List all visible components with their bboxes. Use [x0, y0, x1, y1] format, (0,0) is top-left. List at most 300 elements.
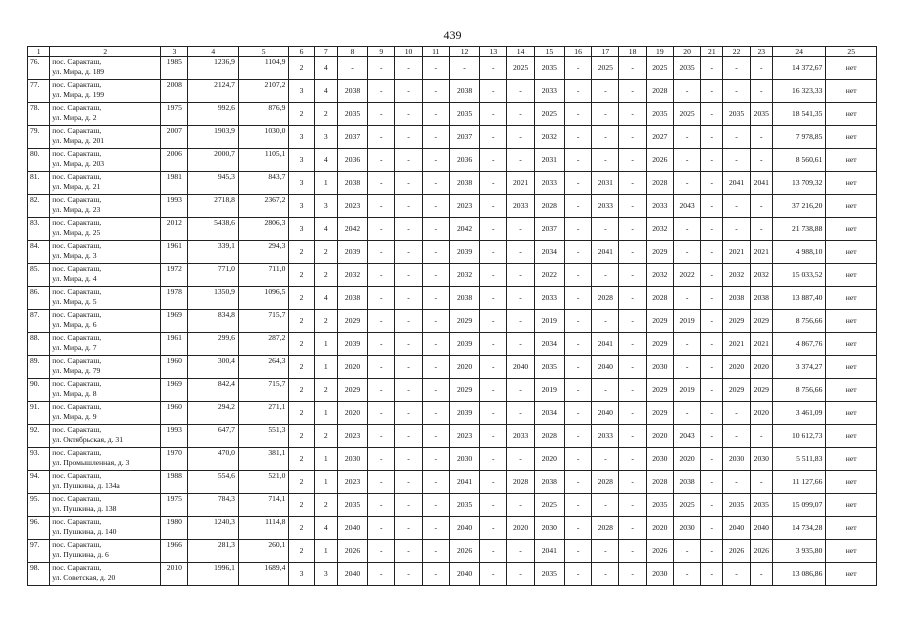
data-cell: - — [395, 264, 422, 287]
column-header: 19 — [646, 47, 673, 57]
data-cell: 2035 — [723, 494, 750, 517]
data-cell: - — [673, 540, 700, 563]
table-row — [28, 264, 877, 287]
data-cell: 5 511,83 — [772, 448, 826, 471]
data-cell: 2035 — [750, 103, 772, 126]
data-cell: 1105,1 — [238, 149, 288, 172]
data-cell: 2020 — [337, 402, 367, 425]
data-cell: - — [395, 517, 422, 540]
data-cell: 2030 — [723, 448, 750, 471]
column-header: 10 — [395, 47, 422, 57]
data-cell: 1114,8 — [238, 517, 288, 540]
data-cell: 1689,4 — [238, 563, 288, 586]
data-cell: 3 — [289, 126, 314, 149]
address-street: ул. Мира, д. 21 — [52, 181, 101, 191]
data-cell: - — [701, 471, 723, 494]
row-number: 91. — [28, 402, 50, 425]
data-cell: 2 — [289, 287, 314, 310]
data-cell: - — [395, 540, 422, 563]
data-cell: 2023 — [337, 195, 367, 218]
data-cell: - — [564, 517, 591, 540]
data-cell: - — [564, 425, 591, 448]
data-cell: 1975 — [161, 103, 188, 126]
data-cell: 2 — [289, 379, 314, 402]
data-cell: 992,6 — [188, 103, 238, 126]
data-cell: 2030 — [337, 448, 367, 471]
data-cell: 11 127,66 — [772, 471, 826, 494]
data-cell: 2021 — [723, 241, 750, 264]
data-cell: 2026 — [449, 540, 479, 563]
data-cell: - — [507, 80, 534, 103]
data-cell: 2041 — [592, 333, 619, 356]
data-cell: 299,6 — [188, 333, 238, 356]
data-cell: 1096,5 — [238, 287, 288, 310]
data-cell: 294,3 — [238, 241, 288, 264]
column-header: 21 — [701, 47, 723, 57]
table-row — [28, 540, 877, 563]
data-cell: 4 — [314, 517, 337, 540]
data-cell: 2 — [314, 103, 337, 126]
data-cell: - — [480, 287, 507, 310]
data-cell: 2026 — [750, 540, 772, 563]
data-cell: 2040 — [449, 563, 479, 586]
data-cell: 2 — [289, 264, 314, 287]
address-settlement: пос. Саракташ, — [52, 540, 102, 549]
data-cell: 260,1 — [238, 540, 288, 563]
data-cell: - — [368, 448, 395, 471]
data-cell: - — [368, 195, 395, 218]
data-cell: 2039 — [337, 241, 367, 264]
data-cell: 2023 — [337, 425, 367, 448]
data-cell: - — [564, 80, 591, 103]
data-cell: - — [564, 402, 591, 425]
data-cell: 2029 — [337, 379, 367, 402]
data-cell: - — [368, 80, 395, 103]
data-cell: 2037 — [449, 126, 479, 149]
data-cell: 2 — [289, 448, 314, 471]
address-street: ул. Мира, д. 3 — [52, 250, 97, 260]
data-cell: - — [507, 218, 534, 241]
column-header: 12 — [449, 47, 479, 57]
data-cell: - — [507, 379, 534, 402]
data-cell: - — [564, 287, 591, 310]
data-cell: 1104,9 — [238, 57, 288, 80]
data-cell: - — [564, 264, 591, 287]
data-cell: - — [701, 356, 723, 379]
data-cell: - — [592, 448, 619, 471]
data-cell: - — [723, 218, 750, 241]
data-cell: 2035 — [534, 356, 564, 379]
data-cell: - — [368, 126, 395, 149]
data-cell: 2038 — [673, 471, 700, 494]
data-cell: 2029 — [723, 379, 750, 402]
data-cell: - — [750, 563, 772, 586]
data-cell: 470,0 — [188, 448, 238, 471]
data-cell: 2035 — [723, 103, 750, 126]
data-cell: 2028 — [507, 471, 534, 494]
data-cell: 3 — [289, 218, 314, 241]
address-settlement: пос. Саракташ, — [52, 379, 102, 388]
data-cell: 3 — [289, 563, 314, 586]
data-cell: - — [701, 149, 723, 172]
data-cell: 2032 — [337, 264, 367, 287]
data-cell: 2035 — [673, 57, 700, 80]
data-cell: 1961 — [161, 333, 188, 356]
data-cell: 2029 — [449, 310, 479, 333]
data-cell: 2012 — [161, 218, 188, 241]
data-cell: 2021 — [723, 333, 750, 356]
row-number: 78. — [28, 103, 50, 126]
address-settlement: пос. Саракташ, — [52, 241, 102, 250]
data-cell: 1975 — [161, 494, 188, 517]
table-row — [28, 425, 877, 448]
data-cell: 3 — [314, 126, 337, 149]
data-cell: 2037 — [337, 126, 367, 149]
data-cell: 2023 — [337, 471, 367, 494]
data-cell: 2020 — [646, 517, 673, 540]
data-cell: - — [750, 149, 772, 172]
data-cell: 37 216,20 — [772, 195, 826, 218]
data-cell: 1350,9 — [188, 287, 238, 310]
data-cell: - — [701, 402, 723, 425]
data-cell: - — [422, 563, 449, 586]
row-number: 88. — [28, 333, 50, 356]
address-settlement: пос. Саракташ, — [52, 264, 102, 273]
data-cell: - — [422, 126, 449, 149]
address-street: ул. Мира, д. 9 — [52, 411, 97, 421]
data-cell: - — [673, 149, 700, 172]
column-header: 6 — [289, 47, 314, 57]
address-cell — [50, 172, 161, 195]
data-cell: - — [619, 218, 646, 241]
data-cell: нет — [826, 218, 877, 241]
data-cell: - — [701, 517, 723, 540]
data-cell: 2806,3 — [238, 218, 288, 241]
data-cell: 2020 — [449, 356, 479, 379]
data-cell: - — [368, 149, 395, 172]
data-cell: - — [395, 563, 422, 586]
data-cell: 2124,7 — [188, 80, 238, 103]
data-cell: 4 988,10 — [772, 241, 826, 264]
data-cell: 2025 — [592, 57, 619, 80]
data-cell: 2035 — [449, 103, 479, 126]
address-cell — [50, 379, 161, 402]
data-cell: - — [395, 126, 422, 149]
data-cell: 1969 — [161, 310, 188, 333]
address-street: ул. Мира, д. 5 — [52, 296, 97, 306]
data-cell: - — [395, 103, 422, 126]
address-settlement: пос. Саракташ, — [52, 80, 102, 89]
data-cell: - — [701, 126, 723, 149]
data-cell: - — [564, 379, 591, 402]
data-cell: - — [723, 57, 750, 80]
data-cell: - — [480, 517, 507, 540]
row-number: 85. — [28, 264, 50, 287]
data-cell: 2 — [314, 494, 337, 517]
data-cell: 13 086,86 — [772, 563, 826, 586]
data-cell: 1960 — [161, 402, 188, 425]
data-cell: 2035 — [534, 57, 564, 80]
data-cell: 2030 — [534, 517, 564, 540]
data-cell: 2007 — [161, 126, 188, 149]
data-cell: 2029 — [646, 310, 673, 333]
data-cell: - — [507, 241, 534, 264]
data-cell: 294,2 — [188, 402, 238, 425]
address-cell — [50, 241, 161, 264]
data-cell: 2028 — [646, 287, 673, 310]
data-cell: 521,0 — [238, 471, 288, 494]
data-cell: - — [480, 540, 507, 563]
address-settlement: пос. Саракташ, — [52, 218, 102, 227]
address-street: ул. Мира, д. 8 — [52, 388, 97, 398]
data-cell: 2038 — [337, 80, 367, 103]
data-cell: 842,4 — [188, 379, 238, 402]
data-cell: 2107,2 — [238, 80, 288, 103]
data-cell: - — [368, 172, 395, 195]
data-cell: - — [592, 494, 619, 517]
data-cell: - — [564, 218, 591, 241]
address-cell — [50, 402, 161, 425]
data-cell: 2031 — [534, 149, 564, 172]
data-cell: - — [619, 149, 646, 172]
data-cell: - — [592, 126, 619, 149]
data-cell: 647,7 — [188, 425, 238, 448]
data-cell: 2026 — [646, 540, 673, 563]
data-cell: 2006 — [161, 149, 188, 172]
data-cell: нет — [826, 379, 877, 402]
address-street: ул. Пушкина, д. 6 — [52, 549, 109, 559]
data-cell: - — [422, 287, 449, 310]
data-cell: - — [480, 563, 507, 586]
data-cell: 2032 — [534, 126, 564, 149]
data-cell: 2025 — [646, 57, 673, 80]
registry-table — [27, 46, 877, 586]
data-cell: - — [422, 425, 449, 448]
data-cell: - — [592, 540, 619, 563]
data-cell: - — [368, 310, 395, 333]
data-cell: - — [723, 149, 750, 172]
data-cell: - — [701, 264, 723, 287]
data-cell: 1970 — [161, 448, 188, 471]
data-cell: 2033 — [592, 195, 619, 218]
data-cell: - — [480, 494, 507, 517]
data-cell: 2025 — [673, 103, 700, 126]
data-cell: - — [395, 287, 422, 310]
data-cell: 2041 — [449, 471, 479, 494]
data-cell: - — [368, 287, 395, 310]
data-cell: 3 — [289, 195, 314, 218]
address-settlement: пос. Саракташ, — [52, 310, 102, 319]
data-cell: нет — [826, 425, 877, 448]
data-cell: 2034 — [534, 402, 564, 425]
data-cell: - — [422, 103, 449, 126]
data-cell: 2038 — [337, 172, 367, 195]
row-number: 87. — [28, 310, 50, 333]
data-cell: 8 756,66 — [772, 310, 826, 333]
address-settlement: пос. Саракташ, — [52, 195, 102, 204]
data-cell: - — [701, 241, 723, 264]
data-cell: - — [592, 218, 619, 241]
data-cell: нет — [826, 149, 877, 172]
data-cell: 2 — [289, 356, 314, 379]
data-cell: - — [592, 264, 619, 287]
data-cell: 15 099,07 — [772, 494, 826, 517]
data-cell: - — [619, 264, 646, 287]
data-cell: 1 — [314, 448, 337, 471]
data-cell: - — [701, 310, 723, 333]
address-settlement: пос. Саракташ, — [52, 57, 102, 66]
data-cell: 2034 — [534, 333, 564, 356]
data-cell: - — [673, 402, 700, 425]
data-cell: 2026 — [646, 149, 673, 172]
data-cell: - — [564, 126, 591, 149]
data-cell: нет — [826, 103, 877, 126]
address-cell — [50, 517, 161, 540]
data-cell: 2040 — [592, 356, 619, 379]
data-cell: нет — [826, 80, 877, 103]
row-number: 84. — [28, 241, 50, 264]
data-cell: - — [368, 471, 395, 494]
data-cell: - — [480, 264, 507, 287]
data-cell: 2032 — [646, 218, 673, 241]
address-settlement: пос. Саракташ, — [52, 287, 102, 296]
data-cell: 2 — [289, 471, 314, 494]
data-cell: - — [701, 218, 723, 241]
data-cell: 2021 — [750, 333, 772, 356]
data-cell: 3 — [289, 172, 314, 195]
data-cell: - — [480, 80, 507, 103]
address-cell — [50, 218, 161, 241]
header-row — [28, 47, 877, 57]
data-cell: 5438,6 — [188, 218, 238, 241]
data-cell: - — [507, 563, 534, 586]
data-cell: 1996,1 — [188, 563, 238, 586]
data-cell: - — [422, 57, 449, 80]
data-cell: 2033 — [534, 172, 564, 195]
data-cell: - — [723, 563, 750, 586]
data-cell: 3 461,09 — [772, 402, 826, 425]
data-cell: 2033 — [534, 80, 564, 103]
data-cell: - — [619, 563, 646, 586]
data-cell: - — [422, 379, 449, 402]
data-cell: - — [673, 172, 700, 195]
data-cell: 1960 — [161, 356, 188, 379]
data-cell: 2031 — [592, 172, 619, 195]
data-cell: 1993 — [161, 195, 188, 218]
data-cell: 15 033,52 — [772, 264, 826, 287]
column-header: 7 — [314, 47, 337, 57]
data-cell: 2 — [289, 241, 314, 264]
data-cell: 784,3 — [188, 494, 238, 517]
row-number: 77. — [28, 80, 50, 103]
data-cell: 287,2 — [238, 333, 288, 356]
data-cell: - — [750, 218, 772, 241]
data-cell: 2040 — [337, 563, 367, 586]
data-cell: 2000,7 — [188, 149, 238, 172]
data-cell: - — [701, 57, 723, 80]
data-cell: - — [564, 310, 591, 333]
data-cell: - — [592, 103, 619, 126]
data-cell: - — [750, 425, 772, 448]
data-cell: 2028 — [592, 287, 619, 310]
data-cell: нет — [826, 471, 877, 494]
data-cell: 2 — [289, 333, 314, 356]
data-cell: - — [673, 333, 700, 356]
data-cell: 2041 — [723, 172, 750, 195]
table-row — [28, 563, 877, 586]
address-street: ул. Мира, д. 7 — [52, 342, 97, 352]
data-cell: - — [564, 448, 591, 471]
column-header: 8 — [337, 47, 367, 57]
address-street: ул. Мира, д. 25 — [52, 227, 101, 237]
data-cell: - — [368, 517, 395, 540]
data-cell: 1 — [314, 172, 337, 195]
address-street: ул. Мира, д. 6 — [52, 319, 97, 329]
address-street: ул. Мира, д. 23 — [52, 204, 101, 214]
column-header: 13 — [480, 47, 507, 57]
data-cell: 771,0 — [188, 264, 238, 287]
data-cell: 2028 — [534, 195, 564, 218]
data-cell: - — [592, 379, 619, 402]
data-cell: 300,4 — [188, 356, 238, 379]
data-cell: 2028 — [646, 80, 673, 103]
data-cell: - — [619, 195, 646, 218]
data-cell: 2020 — [507, 517, 534, 540]
data-cell: - — [619, 287, 646, 310]
data-cell: 2 — [314, 264, 337, 287]
data-cell: 714,1 — [238, 494, 288, 517]
data-cell: 3 — [289, 80, 314, 103]
data-cell: - — [337, 57, 367, 80]
data-cell: - — [507, 494, 534, 517]
data-cell: - — [723, 126, 750, 149]
address-cell — [50, 448, 161, 471]
data-cell: 2029 — [646, 402, 673, 425]
data-cell: 2038 — [449, 287, 479, 310]
data-cell: 1961 — [161, 241, 188, 264]
table-body — [28, 57, 877, 586]
address-street: ул. Мира, д. 2 — [52, 112, 97, 122]
data-cell: - — [750, 80, 772, 103]
data-cell: - — [422, 517, 449, 540]
data-cell: нет — [826, 356, 877, 379]
data-cell: - — [368, 379, 395, 402]
data-cell: 2033 — [507, 425, 534, 448]
data-cell: - — [701, 103, 723, 126]
column-header: 5 — [238, 47, 288, 57]
table-row — [28, 218, 877, 241]
data-cell: - — [701, 540, 723, 563]
data-cell: 2038 — [449, 172, 479, 195]
data-cell: - — [395, 425, 422, 448]
data-cell: 2 — [289, 310, 314, 333]
data-cell: нет — [826, 540, 877, 563]
data-cell: нет — [826, 563, 877, 586]
data-cell: - — [480, 57, 507, 80]
table-header — [28, 47, 877, 57]
data-cell: 2035 — [337, 494, 367, 517]
data-cell: 2 — [314, 425, 337, 448]
table-row — [28, 103, 877, 126]
data-cell: 711,0 — [238, 264, 288, 287]
address-street: ул. Мира, д. 201 — [52, 135, 105, 145]
address-settlement: пос. Саракташ, — [52, 172, 102, 181]
data-cell: нет — [826, 241, 877, 264]
data-cell: 2029 — [449, 379, 479, 402]
column-header: 2 — [50, 47, 161, 57]
data-cell: - — [368, 425, 395, 448]
data-cell: - — [422, 448, 449, 471]
